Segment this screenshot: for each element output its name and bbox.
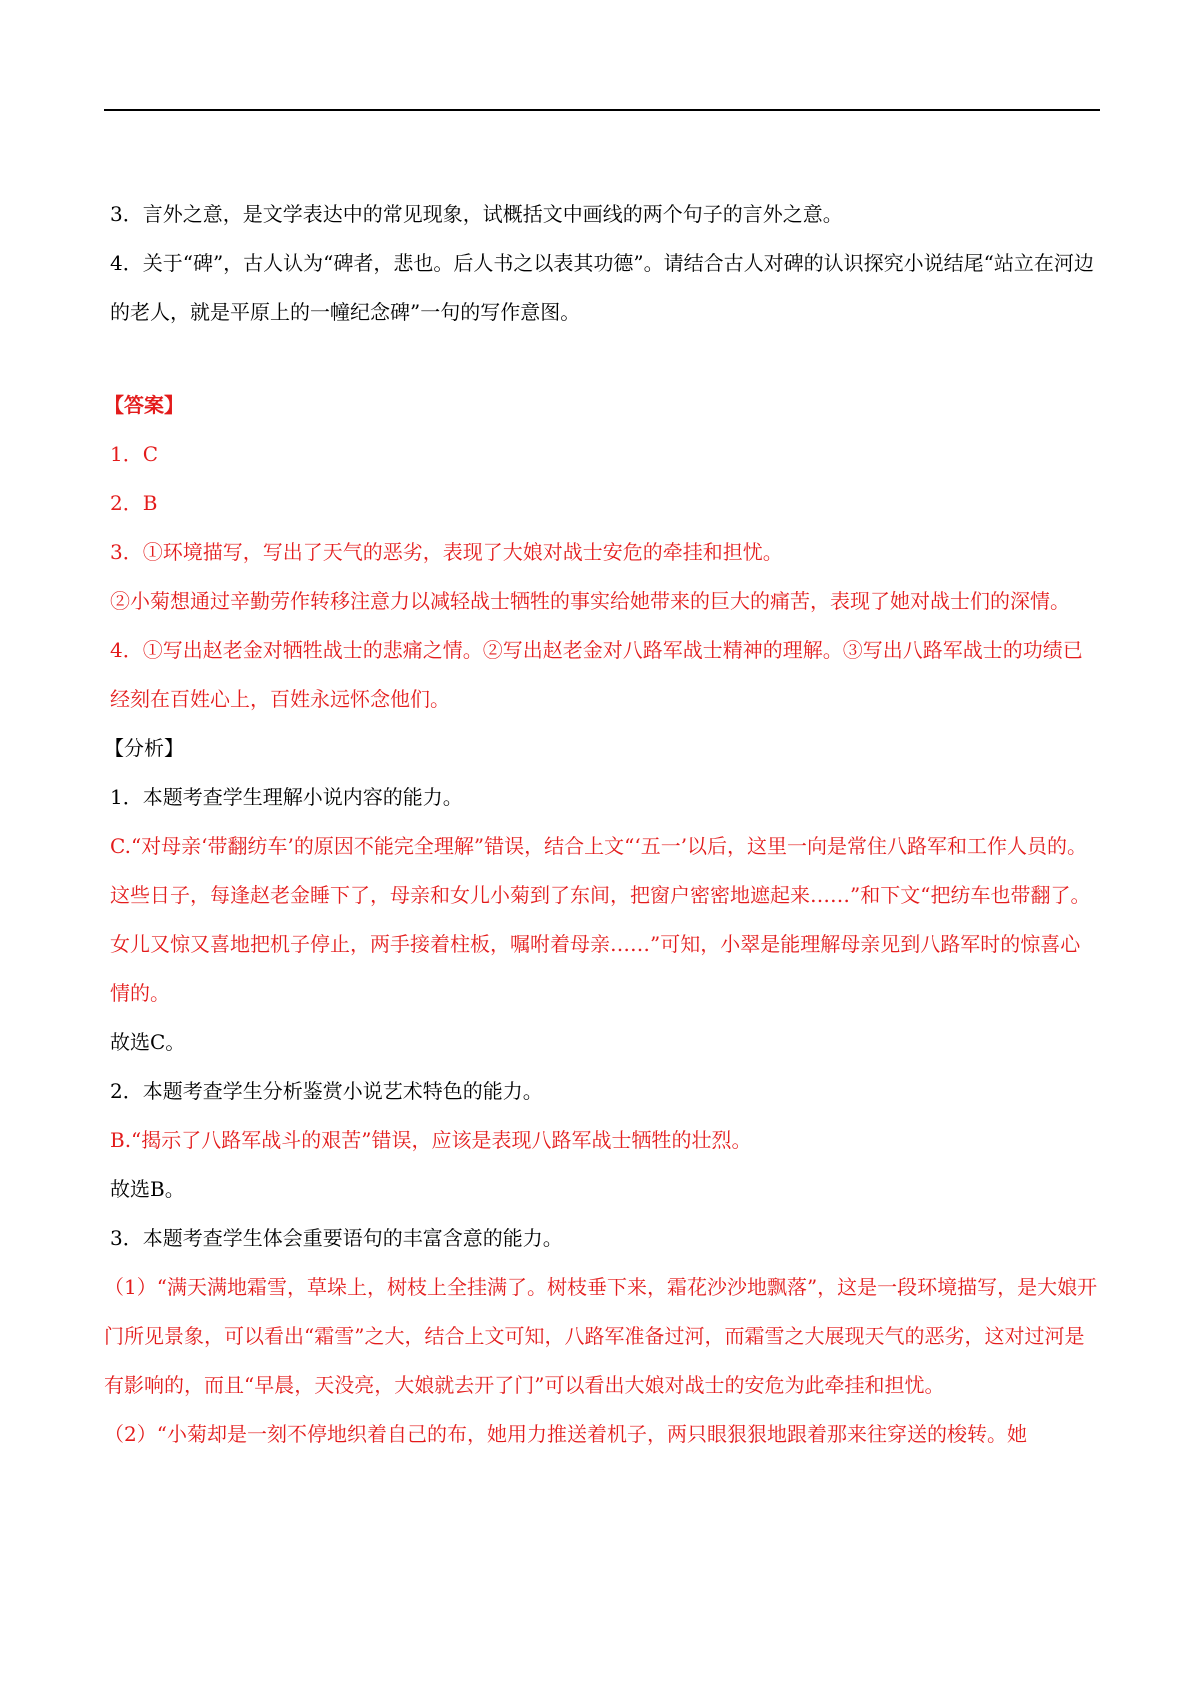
answer-item: 2．B bbox=[110, 491, 158, 515]
document-body bbox=[104, 190, 1100, 1459]
answer-heading: 【答案】 bbox=[104, 393, 184, 417]
analysis-item: 故选B。 bbox=[110, 1177, 185, 1201]
question-3: 3．言外之意，是文学表达中的常见现象，试概括文中画线的两个句子的言外之意。 bbox=[110, 202, 843, 226]
analysis-item: （1）“满天满地霜雪，草垛上，树枝上全挂满了。树枝垂下来，霜花沙沙地飘落”，这是一段环境描写，是大娘开门所见景象，可以看出“霜雪”之大，结合上文可知，八路军准备过河，而霜雪之大展现天气的恶劣，这对过河是有影响的，而且“早晨，天没亮，大娘就去开了门”可以看出大娘对战士的安危为此牵挂和担忧。 bbox=[104, 1275, 1098, 1397]
analysis-item: （2）“小菊却是一刻不停地织着自己的布，她用力推送着机子，两只眼狠狠地跟着那来往穿送的梭转。她 bbox=[104, 1422, 1027, 1446]
analysis-item: 1．本题考查学生理解小说内容的能力。 bbox=[110, 785, 463, 809]
header-rule bbox=[104, 109, 1100, 111]
question-4: 4．关于“碑”，古人认为“碑者，悲也。后人书之以表其功德”。请结合古人对碑的认识探究小说结尾“站立在河边的老人，就是平原上的一幢纪念碑”一句的写作意图。 bbox=[110, 251, 1094, 324]
analysis-item: 2．本题考查学生分析鉴赏小说艺术特色的能力。 bbox=[110, 1079, 543, 1103]
answer-item: 4．①写出赵老金对牺牲战士的悲痛之情。②写出赵老金对八路军战士精神的理解。③写出八路军战士的功绩已经刻在百姓心上，百姓永远怀念他们。 bbox=[110, 638, 1083, 711]
analysis-item: 故选C。 bbox=[110, 1030, 186, 1054]
analysis-item: 3．本题考查学生体会重要语句的丰富含意的能力。 bbox=[110, 1226, 563, 1250]
analysis-heading: 【分析】 bbox=[104, 736, 184, 760]
analysis-item: B.“揭示了八路军战斗的艰苦”错误，应该是表现八路军战士牺牲的壮烈。 bbox=[110, 1128, 752, 1152]
analysis-item: C.“对母亲‘带翻纺车’的原因不能完全理解”错误，结合上文“‘五一’以后，这里一向是常住八路军和工作人员的。这些日子，每逢赵老金睡下了，母亲和女儿小菊到了东间，把窗户密密地遮起来……”和下文“把纺车也带翻了。女儿又惊又喜地把机子停止，两手接着柱板，嘱咐着母亲……”可知，小翠是能理解母亲见到八路军时的惊喜心情的。 bbox=[110, 834, 1091, 1005]
answer-item: 1．C bbox=[110, 442, 159, 466]
answer-item: ②小菊想通过辛勤劳作转移注意力以减轻战士牺牲的事实给她带来的巨大的痛苦，表现了她对战士们的深情。 bbox=[110, 589, 1070, 613]
answer-item: 3．①环境描写，写出了天气的恶劣，表现了大娘对战士安危的牵挂和担忧。 bbox=[110, 540, 783, 564]
